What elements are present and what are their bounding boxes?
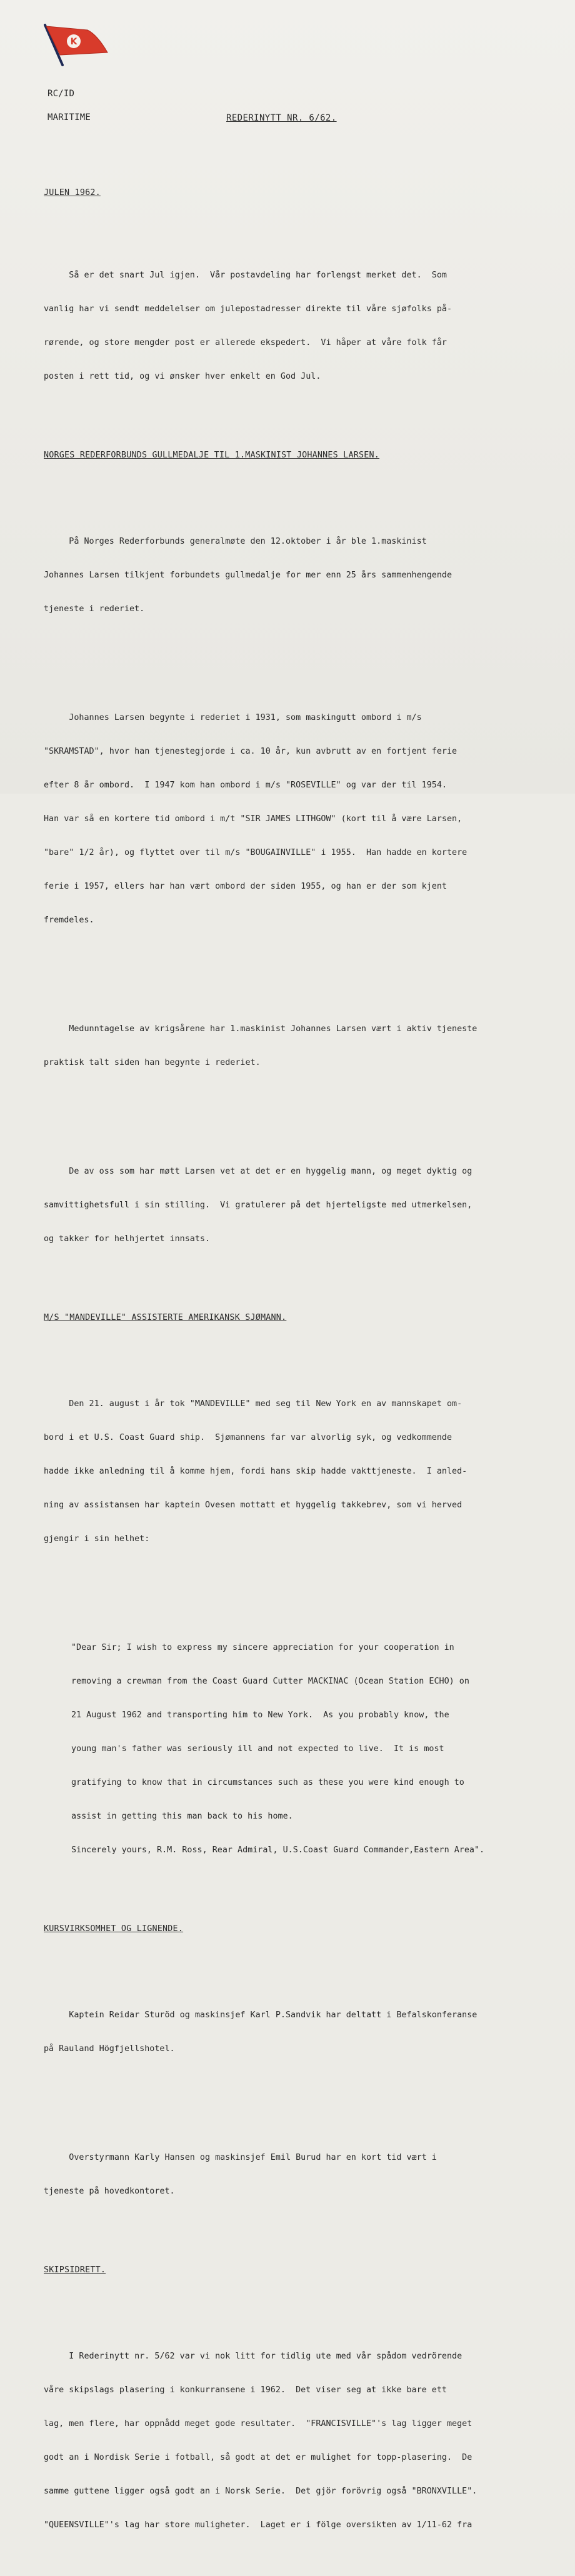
text-line: fremdeles. (44, 916, 94, 925)
text-line: bord i et U.S. Coast Guard ship. Sjømannens far var alvorlig syk, og vedkommende (44, 1433, 452, 1442)
text-line: Johannes Larsen begynte i rederiet i 1931, som maskingutt ombord i m/s (44, 713, 422, 722)
text-line: gratifying to know that in circumstances such as these you were kind enough to (71, 1778, 464, 1787)
text-line: lag, men flere, har oppnådd meget gode resultater. "FRANCISVILLE"'s lag ligger meget (44, 2419, 472, 2429)
paragraph (44, 247, 556, 405)
text-line: "Dear Sir; I wish to express my sincere appreciation for your cooperation in (71, 1643, 454, 1652)
paragraph (44, 2329, 556, 2554)
text-line: Medunntagelse av krigsårene har 1.maskinist Johannes Larsen vært i aktiv tjeneste (44, 1024, 478, 1034)
text-line: rørende, og store mengder post er allerede ekspedert. Vi håper at våre folk får (44, 338, 447, 347)
text-line: godt an i Nordisk Serie i fotball, så godt at det er mulighet for topp-plasering. De (44, 2453, 472, 2462)
paragraph (44, 690, 556, 949)
text-line: på Rauland Högfjellshotel. (44, 2044, 175, 2054)
text-line: "bare" 1/2 år), og flyttet over til m/s "BOUGAINVILLE" i 1955. Han hadde en kortere (44, 848, 468, 857)
quoted-letter (44, 1620, 556, 1879)
text-line: Den 21. august i år tok "MANDEVILLE" med seg til New York en av mannskapet om- (44, 1399, 462, 1409)
text-line: våre skipslags plasering i konkurransene i 1962. Det viser seg at ikke bare ett (44, 2385, 447, 2395)
paragraph (44, 514, 556, 637)
paragraph (44, 1376, 556, 1567)
text-line: samme guttene ligger også godt an i Norsk Serie. Det gjör forövrig også "BRONXVILLE". (44, 2487, 478, 2496)
text-line: Så er det snart Jul igjen. Vår postavdeling har forlengst merket det. Som (44, 271, 447, 280)
text-line: gjengir i sin helhet: (44, 1534, 150, 1544)
section-heading-gullmedalje: NORGES REDERFORBUNDS GULLMEDALJE TIL 1.MASKINIST JOHANNES LARSEN. (44, 451, 380, 460)
text-line: posten i rett tid, og vi ønsker hver enkelt en God Jul. (44, 372, 321, 381)
text-line: tjeneste i rederiet. (44, 604, 145, 614)
text-line: hadde ikke anledning til å komme hjem, fordi hans skip hadde vakttjeneste. I anled- (44, 1467, 468, 1476)
text-line: tjeneste på hovedkontoret. (44, 2187, 175, 2196)
text-line: Han var så en kortere tid ombord i m/t "SIR JAMES LITHGOW" (kort til å være Larsen, (44, 814, 462, 824)
text-line: ferie i 1957, ellers har han vært ombord der siden 1955, og han er der som kjent (44, 882, 447, 891)
text-line: assist in getting this man back to his home. (71, 1812, 293, 1821)
paragraph (44, 1987, 556, 2077)
section-heading-kursvirksomhet: KURSVIRKSOMHET OG LIGNENDE. (44, 1924, 184, 1934)
text-line: samvittighetsfull i sin stilling. Vi gratulerer på det hjerteligste med utmerkelsen, (44, 1201, 472, 1210)
text-line: Kaptein Reidar Sturöd og maskinsjef Karl P.Sandvik har deltatt i Befalskonferanse (44, 2010, 478, 2020)
paragraph (44, 2130, 556, 2220)
reference-code: RC/ID (48, 89, 75, 99)
text-line: På Norges Rederforbunds generalmøte den 12.oktober i år ble 1.maskinist (44, 537, 427, 546)
paragraph (44, 1001, 556, 1091)
text-line: 21 August 1962 and transporting him to New York. As you probably know, the (71, 1710, 449, 1720)
text-line: "QUEENSVILLE"'s lag har store muligheter. Laget er i fölge oversikten av 1/11-62 fra (44, 2520, 472, 2530)
text-line: ning av assistansen har kaptein Ovesen mottatt et hyggelig takkebrev, som vi herved (44, 1500, 462, 1510)
text-line: "SKRAMSTAD", hvor han tjenestegjorde i ca. 10 år, kun avbrutt av en fortjent ferie (44, 747, 458, 756)
section-heading-skipsidrett: SKIPSIDRETT. (44, 2265, 106, 2275)
text-line: removing a crewman from the Coast Guard Cutter MACKINAC (Ocean Station ECHO) on (71, 1677, 469, 1686)
text-line: vanlig har vi sendt meddelelser om julepostadresser direkte til våre sjøfolks på- (44, 304, 452, 314)
section-heading-julen: JULEN 1962. (44, 188, 101, 197)
department-label: MARITIME (48, 112, 91, 122)
text-line: og takker for helhjertet innsats. (44, 1234, 211, 1244)
document-body (44, 154, 556, 2576)
text-line: I Rederinytt nr. 5/62 var vi nok litt for tidlig ute med vår spådom vedrörende (44, 2352, 462, 2361)
document-title: REDERINYTT NR. 6/62. (226, 113, 337, 123)
section-heading-mandeville: M/S "MANDEVILLE" ASSISTERTE AMERIKANSK SJØMANN. (44, 1313, 287, 1322)
company-flag-logo (41, 22, 113, 67)
text-line: praktisk talt siden han begynte i rederiet. (44, 1058, 261, 1067)
text-line: Sincerely yours, R.M. Ross, Rear Admiral, U.S.Coast Guard Commander,Eastern Area". (71, 1845, 485, 1855)
text-line: De av oss som har møtt Larsen vet at det er en hyggelig mann, og meget dyktig og (44, 1167, 472, 1176)
flag-letter: K (70, 37, 78, 47)
text-line: young man's father was seriously ill and not expected to live. It is most (71, 1744, 444, 1754)
text-line: Johannes Larsen tilkjent forbundets gullmedalje for mer enn 25 års sammenhengende (44, 571, 452, 580)
text-line: Overstyrmann Karly Hansen og maskinsjef Emil Burud har en kort tid vært i (44, 2153, 437, 2162)
text-line: efter 8 år ombord. I 1947 kom han ombord i m/s "ROSEVILLE" og var der til 1954. (44, 781, 447, 790)
paragraph (44, 1144, 556, 1267)
